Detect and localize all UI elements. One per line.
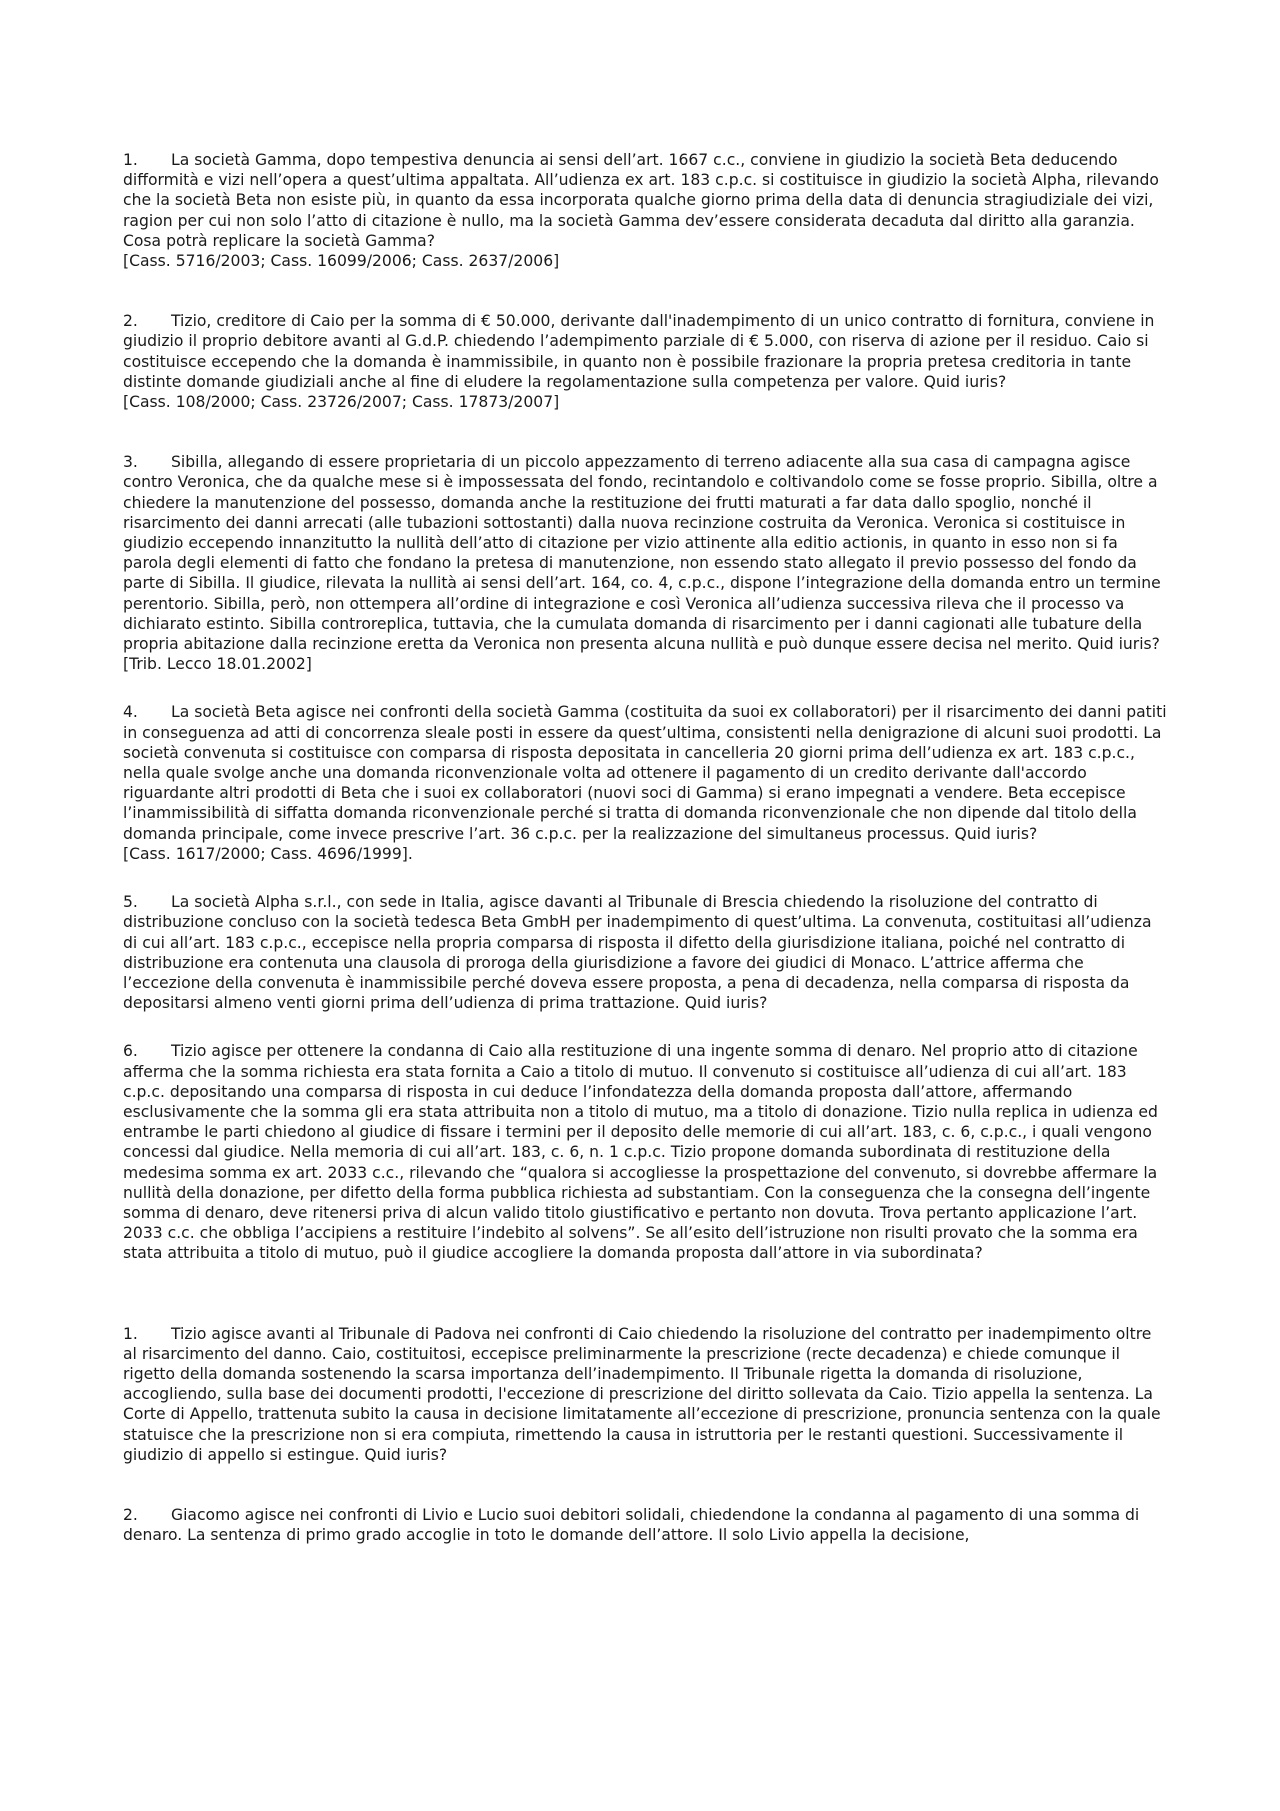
document-page (123, 150, 1168, 1545)
case-text: La società Beta agisce nei confronti della società Gamma (costituita da suoi ex collaboratori) per il risarcimento dei danni patiti in conseguenza ad atti di concorrenza sleale posti in essere da quest’ultima, consistenti nella denigrazione di alcuni suoi prodotti. La società convenuta si costituisce con comparsa di risposta depositata in cancelleria 20 giorni prima dell’udienza ex art. 183 c.p.c., nella quale svolge anche una domanda riconvenzionale volta ad ottenere il pagamento di un credito derivante dall'accordo riguardante altri prodotti di Beta che i suoi ex collaboratori (nuovi soci di Gamma) si erano impegnati a vendere. Beta eccepisce l’inammissibilità di siffatta domanda riconvenzionale perché si tratta di domanda riconvenzionale che non dipende dal titolo della domanda principale, come invece prescrive l’art. 36 c.p.c. per la realizzazione del simultaneus processus. Quid iuris? (123, 703, 1167, 843)
case-1-3 (123, 452, 1168, 674)
case-number: 1. (123, 151, 138, 169)
case-number: 5. (123, 893, 138, 912)
case-1-5 (123, 892, 1168, 1013)
case-number: 1. (123, 1324, 138, 1343)
case-text: La società Alpha s.r.l., con sede in Italia, agisce davanti al Tribunale di Brescia chiedendo la risoluzione del contratto di distribuzione concluso con la società tedesca Beta GmbH per inadempimento di quest’ultima. La convenuta, costituitasi all’udienza di cui all’art. 183 c.p.c., eccepisce nella propria comparsa di risposta il difetto della giurisdizione italiana, poiché nel contratto di distribuzione era contenuta una clausola di proroga della giurisdizione a favore dei giudici di Monaco. L’attrice afferma che l’eccezione della convenuta è inammissibile perché doveva essere proposta, a pena di decadenza, nella comparsa di risposta da depositarsi almeno venti giorni prima dell’udienza di prima trattazione. Quid iuris? (123, 893, 1152, 1013)
case-number: 4. (123, 703, 138, 722)
case-text: La società Gamma, dopo tempestiva denuncia ai sensi dell’art. 1667 c.c., conviene in giudizio la società Beta deducendo difformità e vizi nell’opera a quest’ultima appaltata. All’udienza ex art. 183 c.p.c. si costituisce in giudizio la società Alpha, rilevando che la società Beta non esiste più, in quanto da essa incorporata qualche giorno prima della data di denuncia stragiudiziale dei vizi, ragion per cui non solo l’atto di citazione è nullo, ma la società Gamma dev’essere considerata decaduta dal diritto alla garanzia. (123, 151, 1159, 230)
case-text: Tizio, creditore di Caio per la somma di € 50.000, derivante dall'inadempimento di un unico contratto di fornitura, conviene in giudizio il proprio debitore avanti al G.d.P. chiedendo l’adempimento parziale di € 5.000, con riserva di azione per il residuo. Caio si costituisce eccependo che la domanda è inammissibile, in quanto non è possibile frazionare la propria pretesa creditoria in tante distinte domande giudiziali anche al fine di eludere la regolamentazione sulla competenza per valore. Quid iuris? (123, 312, 1155, 391)
case-1-6 (123, 1041, 1168, 1263)
case-number: 2. (123, 1505, 138, 1524)
case-1-4 (123, 702, 1168, 864)
case-text: Giacomo agisce nei confronti di Livio e Lucio suoi debitori solidali, chiedendone la condanna al pagamento di una somma di denaro. La sentenza di primo grado accoglie in toto le domande dell’attore. Il solo Livio appella la decisione, (123, 1505, 1140, 1545)
case-number: 3. (123, 453, 138, 472)
case-references: [Cass. 1617/2000; Cass. 4696/1999]. (123, 844, 413, 863)
case-question: Cosa potrà replicare la società Gamma? (123, 231, 436, 250)
case-number: 2. (123, 312, 138, 331)
case-1-2 (123, 311, 1168, 412)
case-number: 6. (123, 1042, 138, 1061)
case-references: [Cass. 5716/2003; Cass. 16099/2006; Cass. 2637/2006] (123, 252, 560, 271)
case-2-1 (123, 1324, 1168, 1465)
case-references: [Trib. Lecco 18.01.2002] (123, 655, 312, 674)
case-1-1 (123, 150, 1168, 271)
case-text: Tizio agisce per ottenere la condanna di Caio alla restituzione di una ingente somma di denaro. Nel proprio atto di citazione afferma che la somma richiesta era stata fornita a Caio a titolo di mutuo. Il convenuto si costituisce all’udienza di cui all’art. 183 c.p.c. depositando una comparsa di risposta in cui deduce l’infondatezza della domanda proposta dall’attore, affermando esclusivamente che la somma gli era stata attribuita non a titolo di mutuo, ma a titolo di donazione. Tizio nulla replica in udienza ed entrambe le parti chiedono al giudice di fissare i termini per il deposito delle memorie di cui all’art. 183, c. 6, c.p.c., i quali vengono concessi dal giudice. Nella memoria di cui all’art. 183, c. 6, n. 1 c.p.c. Tizio propone domanda subordinata di restituzione della medesima somma ex art. 2033 c.c., rilevando che “qualora si accogliesse la prospettazione del convenuto, si dovrebbe affermare la nullità della donazione, per difetto della forma pubblica richiesta ad substantiam. Con la conseguenza che la consegna dell’ingente somma di denaro, deve ritenersi priva di alcun valido titolo giustificativo e pertanto non dovuta. Trova pertanto applicazione l’art. 2033 c.c. che obbliga l’accipiens a restituire l’indebito al solvens”. Se all’esito dell’istruzione non risulti provato che la somma era stata attribuita a titolo di mutuo, può il giudice accogliere la domanda proposta dall’attore in via subordinata? (123, 1042, 1158, 1263)
case-text: Sibilla, allegando di essere proprietaria di un piccolo appezzamento di terreno adiacente alla sua casa di campagna agisce contro Veronica, che da qualche mese si è impossessata del fondo, recintandolo e coltivandolo come se fosse proprio. Sibilla, oltre a chiedere la manutenzione del possesso, domanda anche la restituzione dei frutti maturati a far data dallo spoglio, nonché il risarcimento dei danni arrecati (alle tubazioni sottostanti) dalla nuova recinzione costruita da Veronica. Veronica si costituisce in giudizio eccependo innanzitutto la nullità dell’atto di citazione per vizio attinente alla editio actionis, in quanto in esso non si fa parola degli elementi di fatto che fondano la pretesa di manutenzione, non essendo stato allegato il previo possesso del fondo da parte di Sibilla. Il giudice, rilevata la nullità ai sensi dell’art. 164, co. 4, c.p.c., dispone l’integrazione della domanda entro un termine perentorio. Sibilla, però, non ottempera all’ordine di integrazione e così Veronica all’udienza successiva rileva che il processo va dichiarato estinto. Sibilla controreplica, tuttavia, che la cumulata domanda di risarcimento per i danni cagionati alle tubature della propria abitazione dalla recinzione eretta da Veronica non presenta alcuna nullità e può dunque essere decisa nel merito. Quid iuris? (123, 453, 1161, 654)
case-2-2 (123, 1505, 1168, 1545)
case-text: Tizio agisce avanti al Tribunale di Padova nei confronti di Caio chiedendo la risoluzione del contratto per inadempimento oltre al risarcimento del danno. Caio, costituitosi, eccepisce preliminarmente la prescrizione (recte decadenza) e chiede comunque il rigetto della domanda sostenendo la scarsa importanza dell’inadempimento. Il Tribunale rigetta la domanda di risoluzione, accogliendo, sulla base dei documenti prodotti, l'eccezione di prescrizione del diritto sollevata da Caio. Tizio appella la sentenza. La Corte di Appello, trattenuta subito la causa in decisione limitatamente all’eccezione di prescrizione, pronuncia sentenza con la quale statuisce che la prescrizione non si era compiuta, rimettendo la causa in istruttoria per le restanti questioni. Successivamente il giudizio di appello si estingue. Quid iuris? (123, 1324, 1161, 1464)
case-references: [Cass. 108/2000; Cass. 23726/2007; Cass. 17873/2007] (123, 393, 560, 412)
